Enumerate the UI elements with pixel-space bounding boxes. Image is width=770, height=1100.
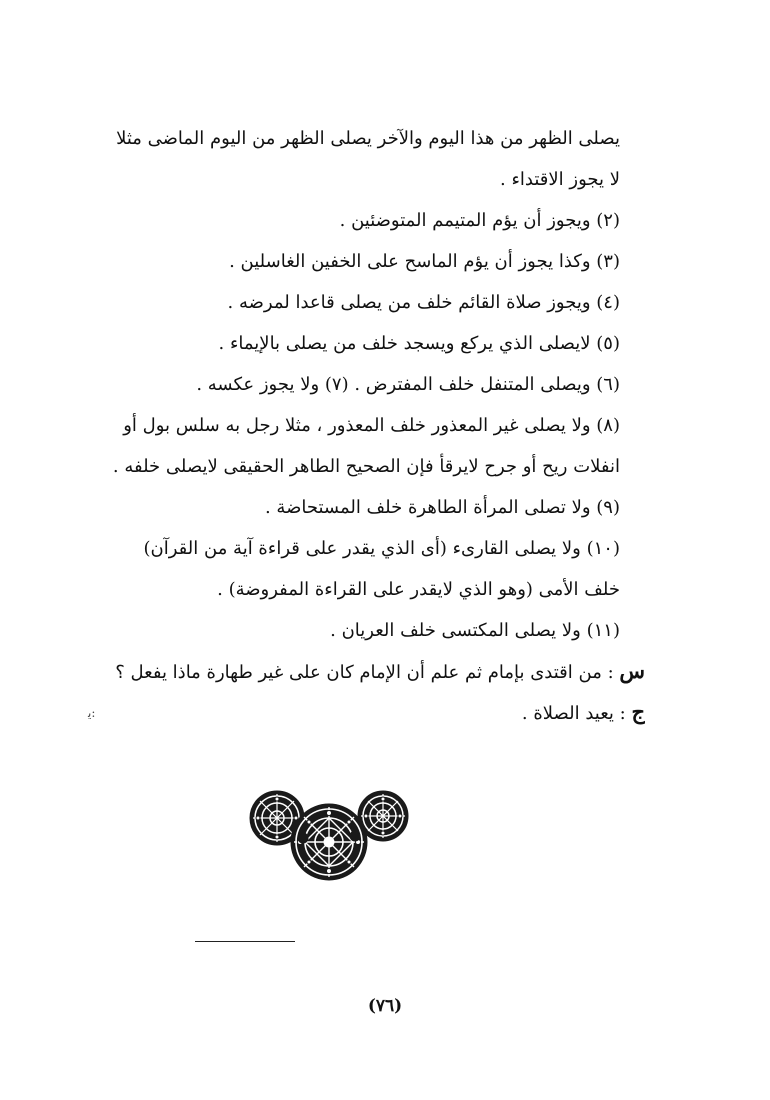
text-line: (٦) ويصلى المتنفل خلف المفترض . (٧) ولا يجوز عكسه .	[196, 374, 620, 395]
text-line: (٤) ويجوز صلاة القائم خلف من يصلى قاعدا لمرضه .	[227, 292, 620, 313]
text-line: (٣) وكذا يجوز أن يؤم الماسح على الخفين الغاسلين .	[229, 251, 620, 272]
text-line: انفلات ريح أو جرح لايرقأ فإن الصحيح الطاهر الحقيقى لايصلى خلفه .	[112, 456, 620, 477]
text-line: (١٠) ولا يصلى القارىء (أى الذي يقدر على قراءة آية من القرآن)	[143, 538, 620, 559]
question-text: : من اقتدى بإمام ثم علم أن الإمام كان على غير طهارة ماذا يفعل ؟	[115, 662, 620, 683]
answer-letter: ج	[631, 699, 645, 724]
text-line: (٥) لايصلى الذي يركع ويسجد خلف من يصلى بالإيماء .	[218, 333, 620, 354]
question-answer	[60, 650, 645, 732]
question-line	[60, 650, 645, 691]
text-line: (٨) ولا يصلى غير المعذور خلف المعذور ، مثلا رجل به سلس بول أو	[123, 415, 620, 436]
text-line: (١١) ولا يصلى المكتسى خلف العريان .	[330, 620, 620, 641]
answer-line	[60, 691, 645, 732]
text-line: خلف الأمى (وهو الذي لايقدر على القراءة المفروضة) .	[217, 579, 620, 600]
text-line: يصلى الظهر من هذا اليوم والآخر يصلى الظهر من اليوم الماضى مثلا	[116, 128, 620, 149]
arabesque-ornament-icon	[245, 780, 415, 885]
text-line: (٢) ويجوز أن يؤم المتيمم المتوضئين .	[339, 210, 620, 231]
footnote-rule	[195, 941, 295, 942]
answer-text: : يعيد الصلاة .	[521, 703, 632, 724]
stray-mark: ﯾ:	[88, 706, 96, 720]
question-letter: س	[619, 658, 645, 683]
text-line: لا يجوز الاقتداء .	[500, 169, 620, 190]
page-number: (٧٦)	[367, 996, 403, 1016]
text-line: (٩) ولا تصلى المرأة الطاهرة خلف المستحاضة .	[264, 497, 620, 518]
body-text	[60, 118, 620, 651]
